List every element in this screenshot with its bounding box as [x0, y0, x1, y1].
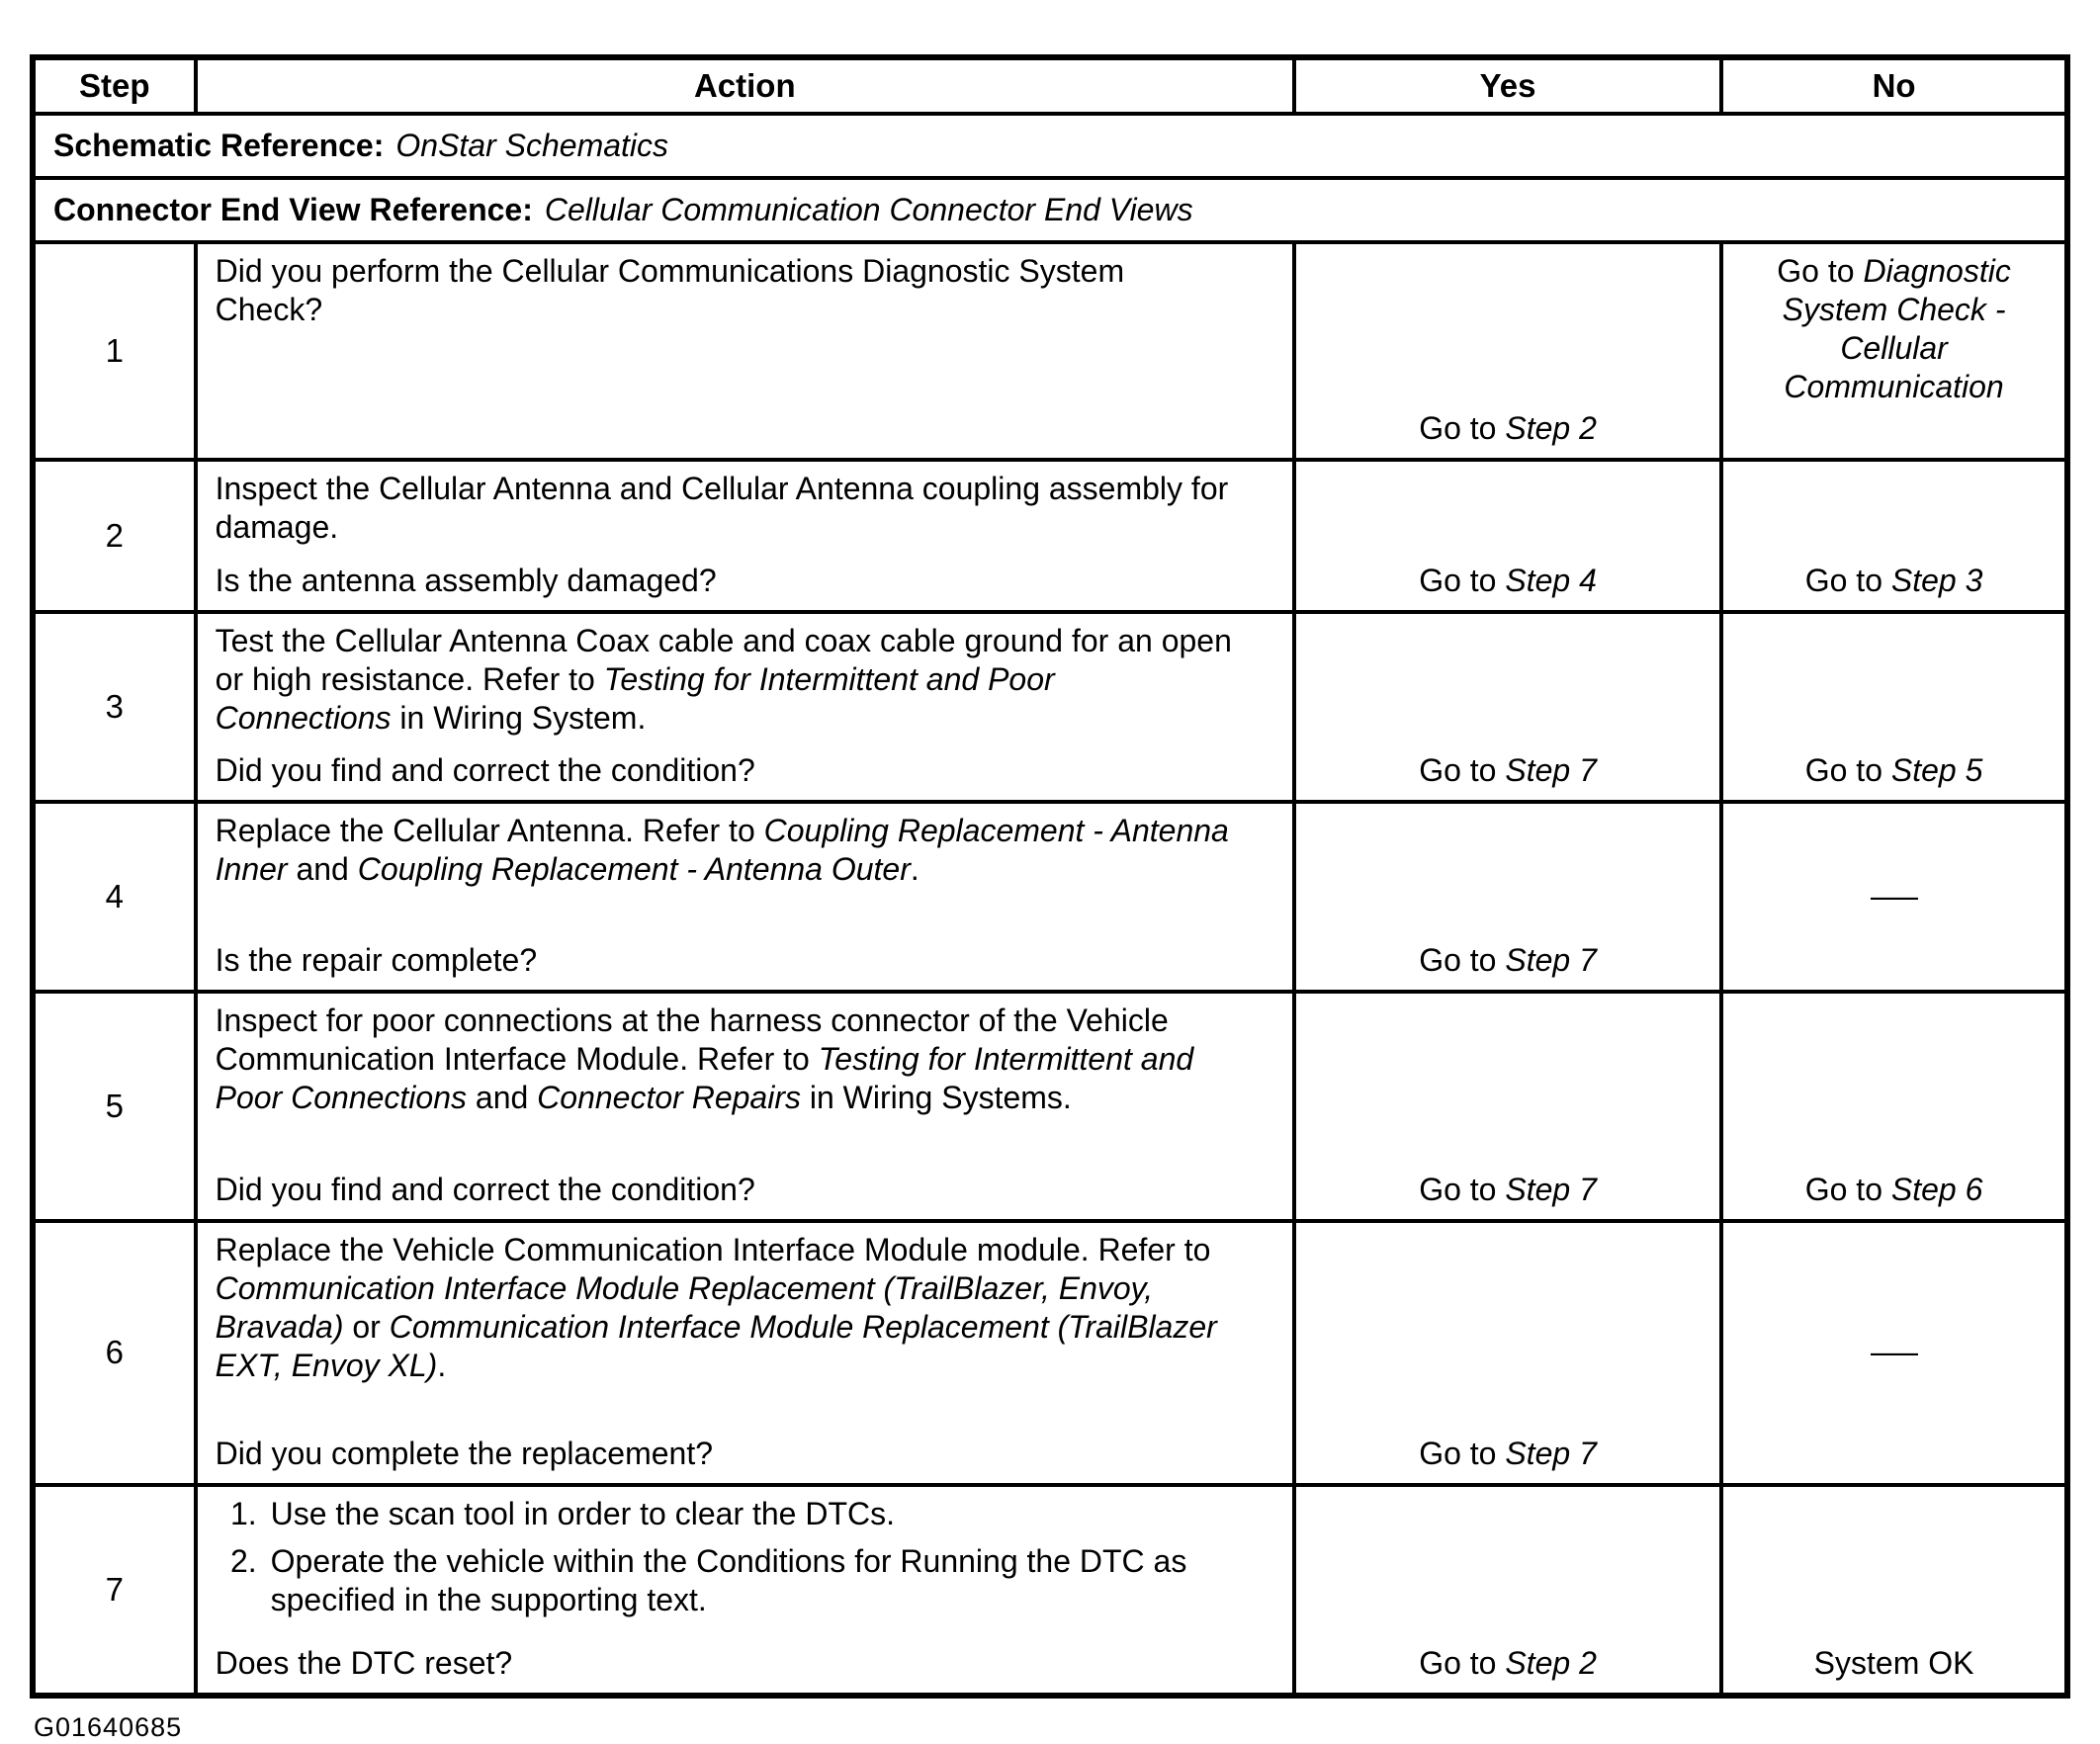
yes-cell [1294, 802, 1721, 992]
yes-cell [1294, 1485, 1721, 1696]
action-cell [196, 992, 1294, 1221]
table-header [33, 57, 2067, 114]
reference-label: Connector End View Reference: [53, 192, 533, 228]
action-text [216, 812, 1233, 889]
step-number: 4 [33, 802, 196, 992]
action-cell [196, 1221, 1294, 1485]
step-reference: Step 7 [1505, 942, 1597, 979]
no-cell [1721, 1485, 2067, 1696]
text-run: Go to [1777, 253, 1864, 290]
table-row-step-4 [33, 802, 2067, 992]
table-body [33, 114, 2067, 1696]
table-row-step-5 [33, 992, 2067, 1221]
text-run: Inspect the Cellular Antenna and Cellular Antenna coupling assembly for damage. [215, 471, 1229, 546]
table-row-step-7 [33, 1485, 2067, 1696]
step-reference: Step 7 [1505, 1436, 1597, 1472]
no-cell [1721, 242, 2067, 460]
figure-id: G01640685 [34, 1712, 183, 1743]
action-question: Did you complete the replacement? [215, 1436, 714, 1472]
action-numbered-list [216, 1495, 1233, 1628]
column-header-action: Action [196, 57, 1294, 114]
no-cell [1721, 802, 2067, 992]
reference-value: OnStar Schematics [395, 128, 669, 163]
column-header-yes: Yes [1294, 57, 1721, 114]
text-run: Go to [1419, 1436, 1506, 1472]
step-number: 3 [33, 612, 196, 802]
text-run: Go to [1419, 1645, 1506, 1682]
connector-reference-row [33, 178, 2067, 242]
no-action-dash: — [1870, 877, 1918, 914]
action-cell [196, 460, 1294, 612]
yes-cell [1294, 242, 1721, 460]
connector-end-view-reference [33, 178, 2067, 242]
list-item [216, 1542, 1233, 1619]
action-cell [196, 242, 1294, 460]
document-reference: Communication Interface Module Replacement (TrailBlazer, Envoy, Bravada) [215, 1270, 1154, 1346]
document-reference: Testing for Intermittent and Poor Connections [215, 661, 1055, 737]
text-run: Go to [1419, 752, 1506, 789]
action-question: Does the DTC reset? [215, 1645, 513, 1682]
text-run: Go to [1419, 563, 1506, 599]
list-number: 2. [229, 1543, 257, 1580]
step-reference: Step 4 [1505, 563, 1597, 599]
text-run: Did you perform the Cellular Communications Diagnostic System Check? [215, 253, 1125, 328]
reference-value: Cellular Communication Connector End Views [544, 192, 1193, 228]
step-number: 5 [33, 992, 196, 1221]
action-text [216, 252, 1233, 329]
action-question: Did you find and correct the condition? [215, 752, 755, 789]
text-run: Go to [1804, 752, 1891, 789]
reference-label: Schematic Reference: [53, 128, 385, 163]
text-run: and [287, 851, 358, 888]
yes-cell [1294, 460, 1721, 612]
step-reference: Diagnostic System Check - Cellular Communication [1782, 253, 2011, 405]
text-run: Go to [1419, 1172, 1506, 1208]
document-reference: Communication Interface Module Replacement (TrailBlazer EXT, Envoy XL) [215, 1309, 1217, 1384]
action-text [216, 1002, 1233, 1117]
document-reference: Coupling Replacement - Antenna Outer [357, 851, 911, 888]
table-row-step-1 [33, 242, 2067, 460]
action-question: Did you find and correct the condition? [215, 1172, 755, 1208]
action-cell [196, 612, 1294, 802]
yes-cell [1294, 1221, 1721, 1485]
no-cell [1721, 460, 2067, 612]
text-run: in Wiring System. [391, 700, 647, 737]
table-row-step-6 [33, 1221, 2067, 1485]
text-run: . [437, 1348, 447, 1384]
diagnostic-table [30, 54, 2070, 1699]
text-run: Go to [1804, 1172, 1891, 1208]
text-run: Inspect for poor connections at the harness connector of the Vehicle Communication Interface Module. Refer to [215, 1003, 1169, 1078]
column-header-step: Step [33, 57, 196, 114]
document-reference: Coupling Replacement - Antenna Inner [215, 813, 1229, 888]
action-cell [196, 802, 1294, 992]
yes-cell [1294, 992, 1721, 1221]
text-run: or [343, 1309, 390, 1346]
no-cell [1721, 1221, 2067, 1485]
step-number: 1 [33, 242, 196, 460]
column-header-no: No [1721, 57, 2067, 114]
no-action-dash: — [1870, 1334, 1918, 1370]
text-run: Go to [1419, 410, 1506, 447]
no-cell [1721, 612, 2067, 802]
document-reference: Connector Repairs [537, 1080, 801, 1116]
text-run: and [467, 1080, 538, 1116]
text-run: Replace the Vehicle Communication Interface Module module. Refer to [215, 1232, 1211, 1268]
step-number: 6 [33, 1221, 196, 1485]
action-cell [196, 1485, 1294, 1696]
step-reference: Step 2 [1505, 410, 1597, 447]
action-text [216, 1231, 1233, 1385]
list-number: 1. [229, 1496, 257, 1532]
table-row-step-2 [33, 460, 2067, 612]
step-reference: Step 3 [1890, 563, 1983, 599]
action-text [216, 622, 1233, 738]
text-run: Go to [1419, 942, 1506, 979]
action-question: Is the antenna assembly damaged? [215, 563, 717, 599]
schematic-reference [33, 114, 2067, 178]
step-reference: Step 5 [1890, 752, 1983, 789]
no-cell [1721, 992, 2067, 1221]
step-reference: Step 2 [1505, 1645, 1597, 1682]
schematic-reference-row [33, 114, 2067, 178]
list-text: Use the scan tool in order to clear the DTCs. [270, 1496, 896, 1532]
step-number: 2 [33, 460, 196, 612]
step-reference: Step 7 [1505, 1172, 1597, 1208]
list-text: Operate the vehicle within the Conditions for Running the DTC as specified in the supporting text. [270, 1543, 1187, 1618]
text-run: Test the Cellular Antenna Coax cable and coax cable ground for an open or high resistance. Refer to [215, 623, 1232, 698]
document-reference: Testing for Intermittent and Poor Connections [215, 1041, 1194, 1116]
step-reference: Step 6 [1890, 1172, 1983, 1208]
header-row [33, 57, 2067, 114]
list-item [216, 1495, 1233, 1533]
step-reference: Step 7 [1505, 752, 1597, 789]
action-question: Is the repair complete? [215, 942, 538, 979]
table-row-step-3 [33, 612, 2067, 802]
action-text [216, 470, 1233, 547]
text-run: in Wiring Systems. [800, 1080, 1072, 1116]
text-run: Replace the Cellular Antenna. Refer to [215, 813, 764, 849]
text-run: Go to [1804, 563, 1891, 599]
text-run: . [910, 851, 919, 888]
step-number: 7 [33, 1485, 196, 1696]
text-run: System OK [1813, 1645, 1974, 1682]
yes-cell [1294, 612, 1721, 802]
